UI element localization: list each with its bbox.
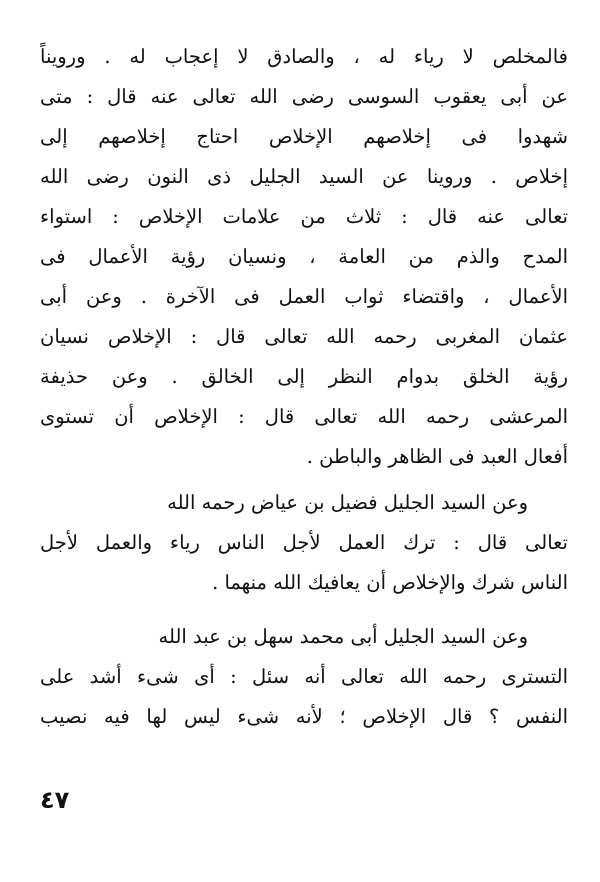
text-line: تعالى عنه قال : ثلاث من علامات الإخلاص : استواء <box>40 205 568 228</box>
text-line: تعالى قال : ترك العمل لأجل الناس رياء والعمل لأجل <box>40 531 568 554</box>
page-number: ٤٧ <box>40 786 70 814</box>
text-line: التسترى رحمه الله تعالى أنه سئل : أى شىء أشد على <box>40 665 568 688</box>
text-line: المرعشى رحمه الله تعالى قال : الإخلاص أن تستوى <box>40 405 568 428</box>
text-line: إخلاص . وروينا عن السيد الجليل ذى النون رضى الله <box>40 165 568 188</box>
text-line: عن أبى يعقوب السوسى رضى الله تعالى عنه قال : متى <box>40 85 568 108</box>
text-line: فالمخلص لا رياء له ، والصادق لا إعجاب له . ورويناً <box>40 45 568 68</box>
text-line: وعن السيد الجليل أبى محمد سهل بن عبد الله <box>158 625 528 648</box>
text-line: الأعمال ، واقتضاء ثواب العمل فى الآخرة . وعن أبى <box>40 285 568 308</box>
text-line: الناس شرك والإخلاص أن يعافيك الله منهما . <box>212 571 568 594</box>
text-line: المدح والذم من العامة ، ونسيان رؤية الأعمال فى <box>40 245 568 268</box>
text-line: وعن السيد الجليل فضيل بن عياض رحمه الله <box>167 491 528 514</box>
text-line: شهدوا فى إخلاصهم الإخلاص احتاج إخلاصهم إلى <box>40 125 568 148</box>
text-line: عثمان المغربى رحمه الله تعالى قال : الإخلاص نسيان <box>40 325 568 348</box>
text-line: أفعال العبد فى الظاهر والباطن . <box>306 445 568 468</box>
text-line: النفس ؟ قال الإخلاص ؛ لأنه شىء ليس لها فيه نصيب <box>40 705 568 728</box>
text-line: رؤية الخلق بدوام النظر إلى الخالق . وعن حذيفة <box>40 365 568 388</box>
